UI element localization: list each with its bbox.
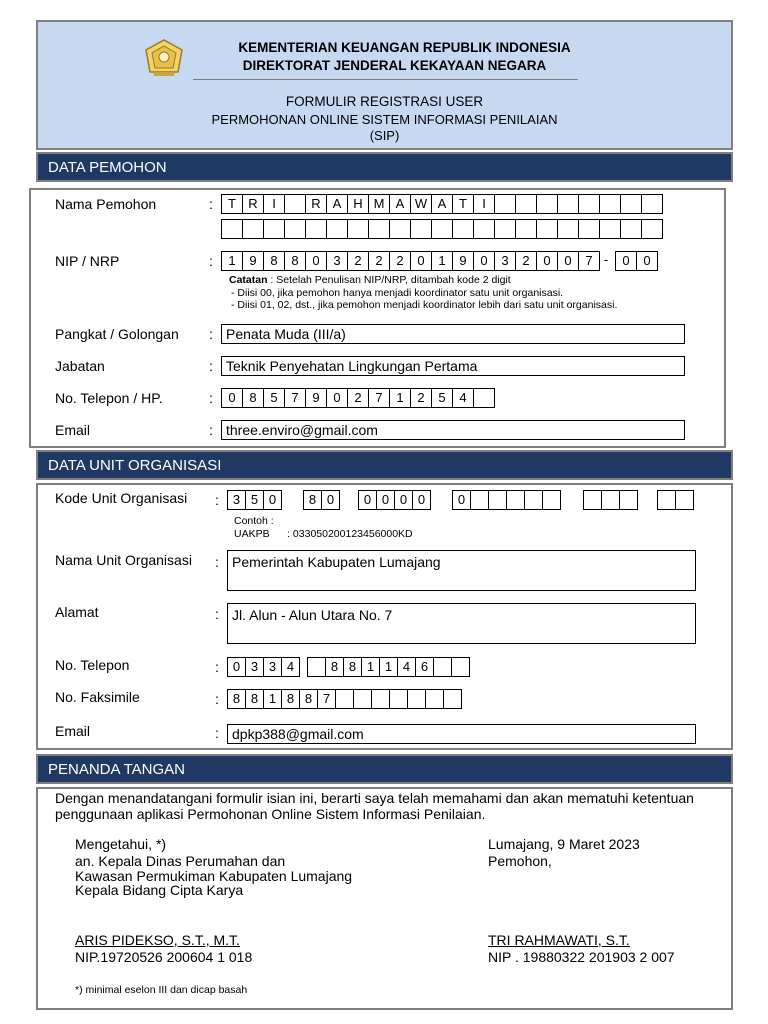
char-cell[interactable]: 4	[397, 657, 416, 677]
char-cell[interactable]: 9	[242, 251, 264, 271]
char-cell[interactable]: 7	[368, 388, 390, 408]
char-cell[interactable]	[410, 219, 432, 239]
char-cell[interactable]	[407, 689, 426, 709]
char-cell[interactable]	[335, 689, 354, 709]
char-cell[interactable]	[305, 219, 327, 239]
char-cell[interactable]: 8	[227, 689, 246, 709]
nama-pemohon-cells-row1[interactable]	[221, 194, 663, 214]
ministry-name: KEMENTERIAN KEUANGAN REPUBLIK INDONESIA	[238, 40, 571, 55]
char-cell[interactable]: 1	[263, 689, 282, 709]
char-cell[interactable]: 7	[284, 388, 306, 408]
colon: :	[209, 253, 213, 269]
char-cell[interactable]: 0	[473, 251, 495, 271]
char-cell[interactable]: 0	[557, 251, 579, 271]
char-cell[interactable]	[473, 219, 495, 239]
char-cell[interactable]: 0	[376, 490, 395, 510]
telepon-pemohon-cells[interactable]	[221, 388, 495, 408]
char-cell[interactable]: 2	[347, 388, 369, 408]
char-cell[interactable]	[536, 194, 558, 214]
nama-pemohon-label: Nama Pemohon	[55, 196, 157, 212]
kode-unit-example	[234, 515, 413, 540]
colon: :	[209, 196, 213, 212]
char-cell[interactable]: 0	[536, 251, 558, 271]
char-cell[interactable]: 2	[347, 251, 369, 271]
char-cell[interactable]: 8	[245, 689, 264, 709]
char-cell[interactable]: 7	[317, 689, 336, 709]
char-cell[interactable]: 0	[394, 490, 413, 510]
char-cell[interactable]: 3	[494, 251, 516, 271]
char-cell[interactable]	[515, 219, 537, 239]
nama-unit-label: Nama Unit Organisasi	[55, 552, 192, 568]
header-divider	[193, 79, 578, 80]
char-cell[interactable]	[371, 689, 390, 709]
char-cell[interactable]: 8	[325, 657, 344, 677]
char-cell[interactable]: 1	[361, 657, 380, 677]
char-cell[interactable]: 5	[263, 388, 285, 408]
colon: :	[209, 422, 213, 438]
char-cell[interactable]: T	[221, 194, 243, 214]
char-cell[interactable]: 0	[227, 657, 246, 677]
char-cell[interactable]: H	[347, 194, 369, 214]
char-cell[interactable]	[557, 219, 579, 239]
char-cell[interactable]	[641, 194, 663, 214]
char-cell[interactable]: 3	[227, 490, 246, 510]
colon: :	[215, 659, 219, 675]
char-cell[interactable]: A	[389, 194, 411, 214]
note-line2: - Diisi 00, jika pemohon hanya menjadi koordinator satu unit organisasi.	[231, 286, 564, 299]
kode-unit-cells-5[interactable]	[583, 490, 638, 510]
email-pemohon-label: Email	[55, 422, 91, 438]
signer-left-nip: NIP.19720526 200604 1 018	[75, 949, 253, 965]
char-cell[interactable]	[494, 219, 516, 239]
char-cell[interactable]: 8	[263, 251, 285, 271]
char-cell[interactable]	[641, 219, 663, 239]
directorate-name: DIREKTORAT JENDERAL KEKAYAAN NEGARA	[242, 58, 547, 73]
char-cell[interactable]	[433, 657, 452, 677]
section-data-pemohon: DATA PEMOHON	[36, 152, 733, 182]
signer-left-line3: Kawasan Permukiman Kabupaten Lumajang	[75, 868, 353, 884]
char-cell[interactable]: 1	[379, 657, 398, 677]
mengetahui-label: Mengetahui, *)	[75, 836, 167, 852]
kode-unit-cells-2[interactable]	[303, 490, 340, 510]
colon: :	[215, 554, 219, 570]
char-cell[interactable]: 5	[245, 490, 264, 510]
char-cell[interactable]: I	[263, 194, 285, 214]
telepon-unit-cells[interactable]	[227, 657, 470, 677]
char-cell[interactable]: 0	[410, 251, 432, 271]
char-cell[interactable]: 1	[389, 388, 411, 408]
form-acronym: (SIP)	[369, 128, 400, 143]
char-cell[interactable]	[326, 219, 348, 239]
form-subtitle: PERMOHONAN ONLINE SISTEM INFORMASI PENILAIAN	[211, 112, 558, 127]
char-cell[interactable]	[494, 194, 516, 214]
char-cell[interactable]: A	[431, 194, 453, 214]
colon: :	[215, 492, 219, 508]
pemohon-label: Pemohon,	[488, 853, 552, 869]
section-data-unit: DATA UNIT ORGANISASI	[36, 450, 733, 480]
char-cell[interactable]	[578, 219, 600, 239]
kode-unit-cells-4[interactable]	[452, 490, 561, 510]
faksimile-label: No. Faksimile	[55, 689, 140, 705]
pangkat-label: Pangkat / Golongan	[55, 326, 179, 342]
char-cell[interactable]	[578, 194, 600, 214]
char-cell[interactable]	[557, 194, 579, 214]
char-cell[interactable]: 0	[305, 251, 327, 271]
contoh-line2: UAKPB : 033050200123456000KD	[234, 527, 413, 540]
pangkat-input[interactable]: Penata Muda (III/a)	[221, 324, 685, 344]
char-cell[interactable]	[620, 219, 642, 239]
contoh-line1: Contoh :	[234, 515, 274, 527]
char-cell[interactable]	[599, 219, 621, 239]
char-cell[interactable]	[601, 490, 620, 510]
char-cell[interactable]: I	[473, 194, 495, 214]
email-pemohon-input[interactable]: three.enviro@gmail.com	[221, 420, 685, 440]
colon: :	[209, 326, 213, 342]
char-cell[interactable]	[542, 490, 561, 510]
colon: :	[215, 691, 219, 707]
signer-left-line4: Kepala Bidang Cipta Karya	[75, 882, 244, 898]
char-cell[interactable]	[619, 490, 638, 510]
char-cell[interactable]	[675, 490, 694, 510]
char-cell[interactable]: 0	[321, 490, 340, 510]
char-cell[interactable]: 8	[299, 689, 318, 709]
char-cell[interactable]	[536, 219, 558, 239]
char-cell[interactable]	[284, 194, 306, 214]
char-cell[interactable]: 2	[368, 251, 390, 271]
note-line3: - Diisi 01, 02, dst., jika pemohon menjadi koordinator lebih dari satu unit organisasi.	[231, 299, 618, 311]
char-cell[interactable]: 8	[303, 490, 322, 510]
nama-pemohon-cells-row2[interactable]	[221, 219, 663, 239]
signer-left-name: ARIS PIDEKSO, S.T., M.T.	[75, 932, 240, 948]
char-cell[interactable]	[620, 194, 642, 214]
form-header	[36, 20, 733, 150]
char-cell[interactable]	[599, 194, 621, 214]
char-cell[interactable]: 7	[578, 251, 600, 271]
nip-cells[interactable]	[221, 251, 658, 271]
statement-line1: Dengan menandatangani formulir isian ini, berarti saya telah memahami dan akan mematuhi ketentuan	[55, 790, 694, 806]
kode-unit-cells-6[interactable]	[657, 490, 694, 510]
place-date: Lumajang, 9 Maret 2023	[488, 836, 640, 852]
char-cell[interactable]: 5	[431, 388, 453, 408]
char-cell[interactable]: 4	[452, 388, 474, 408]
nip-dash: -	[603, 252, 609, 267]
telepon-pemohon-label: No. Telepon / HP.	[55, 390, 163, 406]
char-cell[interactable]: 1	[221, 251, 243, 271]
char-cell[interactable]	[657, 490, 676, 510]
colon: :	[215, 606, 219, 622]
colon: :	[209, 358, 213, 374]
char-cell[interactable]	[347, 219, 369, 239]
nip-label: NIP / NRP	[55, 253, 120, 269]
char-cell[interactable]: 0	[221, 388, 243, 408]
alamat-input[interactable]: Jl. Alun - Alun Utara No. 7	[227, 603, 696, 644]
signer-right-name: TRI RAHMAWATI, S.T.	[488, 932, 630, 948]
char-cell[interactable]	[389, 689, 408, 709]
section-penanda-tangan: PENANDA TANGAN	[36, 754, 733, 784]
email-unit-label: Email	[55, 723, 91, 739]
char-cell[interactable]: 0	[452, 490, 471, 510]
kode-unit-label: Kode Unit Organisasi	[55, 490, 188, 506]
char-cell[interactable]: 3	[326, 251, 348, 271]
form-title: FORMULIR REGISTRASI USER	[285, 94, 484, 109]
faksimile-cells[interactable]	[227, 689, 462, 709]
colon: :	[215, 725, 219, 741]
char-cell[interactable]	[284, 219, 306, 239]
char-cell[interactable]	[353, 689, 372, 709]
char-cell[interactable]: 0	[358, 490, 377, 510]
char-cell[interactable]	[524, 490, 543, 510]
char-cell[interactable]: 3	[245, 657, 264, 677]
kode-unit-cells-1[interactable]	[227, 490, 282, 510]
char-cell[interactable]: 3	[263, 657, 282, 677]
note-line1: : Setelah Penulisan NIP/NRP, ditambah kode 2 digit	[267, 274, 511, 286]
char-cell[interactable]	[443, 689, 462, 709]
char-cell[interactable]: 0	[263, 490, 282, 510]
char-cell[interactable]: 4	[281, 657, 300, 677]
char-cell[interactable]: 9	[305, 388, 327, 408]
signer-right-nip: NIP . 19880322 201903 2 007	[488, 949, 675, 965]
char-cell[interactable]	[470, 490, 489, 510]
char-cell[interactable]: 9	[452, 251, 474, 271]
nip-note	[229, 274, 617, 312]
char-cell[interactable]	[425, 689, 444, 709]
char-cell[interactable]: R	[305, 194, 327, 214]
char-cell[interactable]: A	[326, 194, 348, 214]
char-cell[interactable]: M	[368, 194, 390, 214]
char-cell[interactable]: 8	[343, 657, 362, 677]
char-cell[interactable]	[431, 219, 453, 239]
char-cell[interactable]	[451, 657, 470, 677]
char-cell[interactable]: W	[410, 194, 432, 214]
char-cell[interactable]: 2	[389, 251, 411, 271]
footnote: *) minimal eselon III dan dicap basah	[75, 984, 248, 996]
jabatan-input[interactable]: Teknik Penyehatan Lingkungan Pertama	[221, 356, 685, 376]
colon: :	[209, 390, 213, 406]
char-cell[interactable]	[242, 219, 264, 239]
char-cell[interactable]	[452, 219, 474, 239]
char-cell[interactable]: 8	[284, 251, 306, 271]
char-cell[interactable]: T	[452, 194, 474, 214]
alamat-label: Alamat	[55, 604, 99, 620]
char-cell[interactable]: 8	[281, 689, 300, 709]
statement-line2: penggunaan aplikasi Permohonan Online Sistem Informasi Penilaian.	[55, 806, 486, 822]
char-cell[interactable]: 2	[410, 388, 432, 408]
email-unit-input[interactable]: dpkp388@gmail.com	[227, 724, 696, 744]
char-cell[interactable]: 0	[412, 490, 431, 510]
char-cell[interactable]	[488, 490, 507, 510]
kode-unit-cells-3[interactable]	[358, 490, 431, 510]
jabatan-label: Jabatan	[55, 358, 105, 374]
char-cell[interactable]: 0	[615, 251, 637, 271]
char-cell[interactable]	[263, 219, 285, 239]
telepon-unit-label: No. Telepon	[55, 657, 130, 673]
char-cell[interactable]	[221, 219, 243, 239]
char-cell[interactable]	[389, 219, 411, 239]
char-cell[interactable]: 6	[415, 657, 434, 677]
char-cell[interactable]	[583, 490, 602, 510]
char-cell[interactable]: 0	[326, 388, 348, 408]
char-cell[interactable]: 1	[431, 251, 453, 271]
note-title: Catatan	[229, 274, 268, 286]
char-cell[interactable]	[506, 490, 525, 510]
char-cell[interactable]: 2	[515, 251, 537, 271]
char-cell[interactable]: 0	[636, 251, 658, 271]
nama-unit-input[interactable]: Pemerintah Kabupaten Lumajang	[227, 550, 696, 591]
signer-left-line2: an. Kepala Dinas Perumahan dan	[75, 853, 286, 869]
char-cell[interactable]	[368, 219, 390, 239]
char-cell[interactable]	[307, 657, 326, 677]
char-cell[interactable]	[473, 388, 495, 408]
char-cell[interactable]: 8	[242, 388, 264, 408]
char-cell[interactable]	[515, 194, 537, 214]
char-cell[interactable]: R	[242, 194, 264, 214]
